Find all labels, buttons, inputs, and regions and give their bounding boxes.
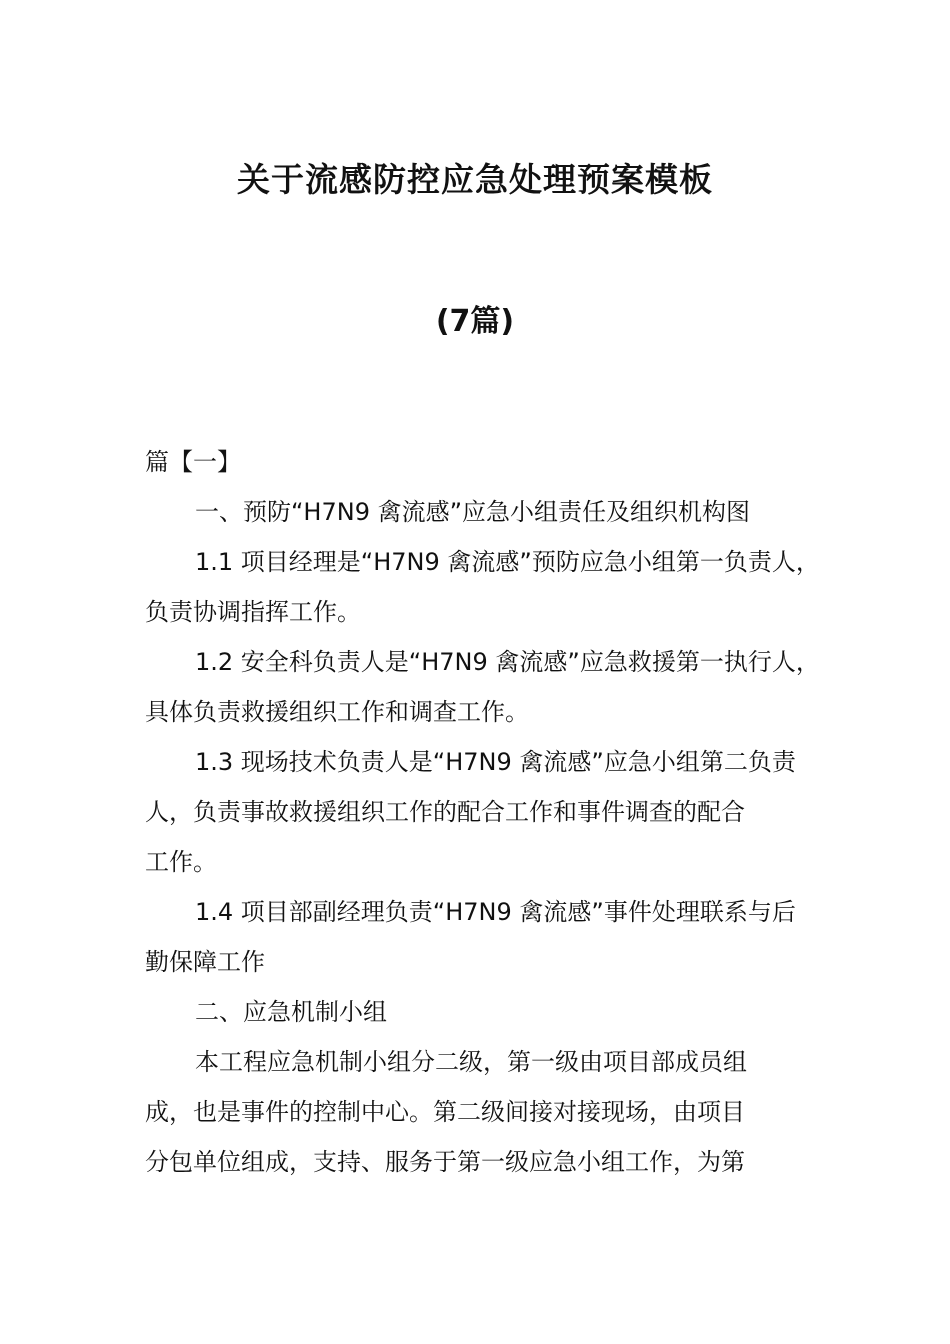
paragraph-line: 人，负责事故救援组织工作的配合工作和事件调查的配合: [145, 798, 745, 826]
paragraph-line: 勤保障工作: [145, 948, 265, 976]
paragraph-line: 成，也是事件的控制中心。第二级间接对接现场，由项目: [145, 1098, 745, 1126]
section-heading: 篇【一】: [145, 448, 241, 476]
paragraph-line: 1.1 项目经理是“H7N9 禽流感”预防应急小组第一负责人，: [195, 548, 820, 576]
document-body: [145, 437, 820, 1187]
document-title: 关于流感防控应急处理预案模板: [237, 160, 713, 199]
paragraph-line: 二、应急机制小组: [195, 998, 387, 1026]
paragraph-line: 1.3 现场技术负责人是“H7N9 禽流感”应急小组第二负责: [195, 748, 796, 776]
paragraph-line: 具体负责救援组织工作和调查工作。: [145, 698, 529, 726]
paragraph-line: 一、预防“H7N9 禽流感”应急小组责任及组织机构图: [195, 498, 751, 526]
paragraph-line: 1.2 安全科负责人是“H7N9 禽流感”应急救援第一执行人，: [195, 648, 820, 676]
document-subtitle: (7篇): [435, 304, 515, 339]
paragraph-line: 本工程应急机制小组分二级，第一级由项目部成员组: [195, 1048, 747, 1076]
paragraph-line: 分包单位组成，支持、服务于第一级应急小组工作，为第: [145, 1148, 745, 1176]
paragraph-line: 负责协调指挥工作。: [145, 598, 361, 626]
paragraph-line: 1.4 项目部副经理负责“H7N9 禽流感”事件处理联系与后: [195, 898, 796, 926]
paragraph-line: 工作。: [145, 848, 217, 876]
